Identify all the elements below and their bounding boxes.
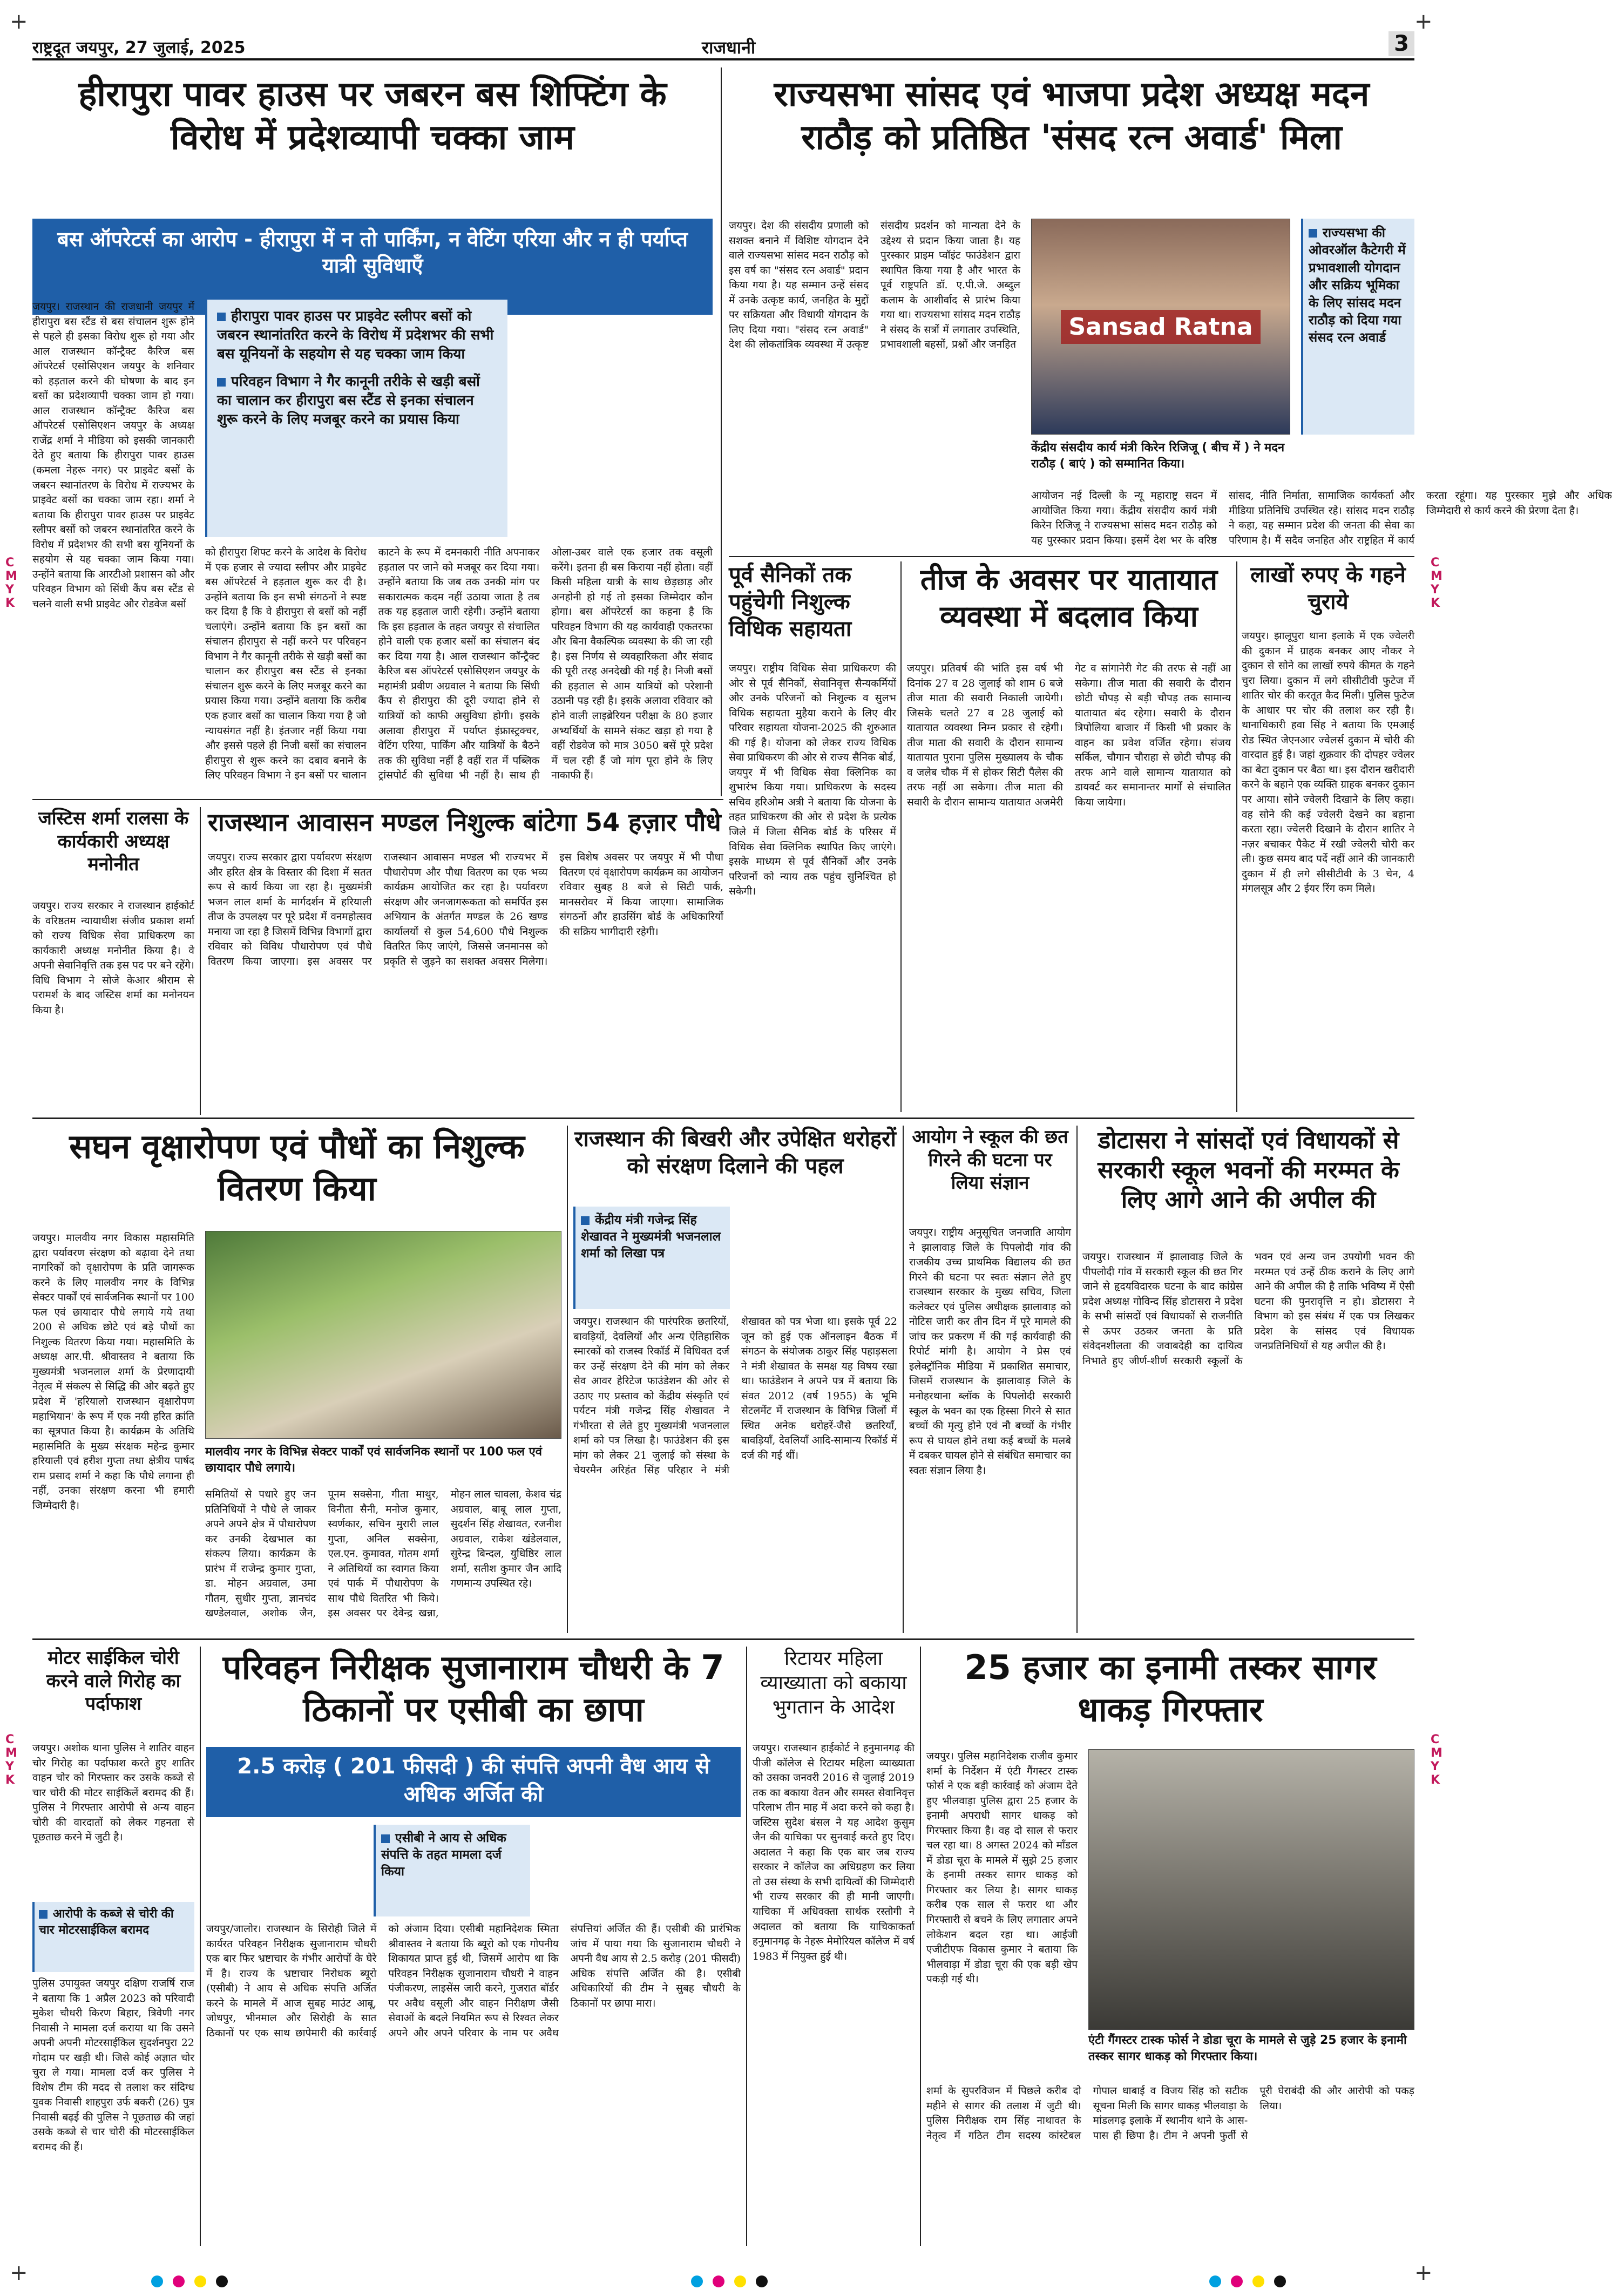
- bullet-square-icon: [39, 1910, 48, 1919]
- headline: डोटासरा ने सांसदों एवं विधायकों से सरकारी स्कूल भवनों की मरम्मत के लिए आगे आने की अपील की: [1098, 1127, 1399, 1214]
- article-body-top-right: [741, 1207, 897, 1309]
- bullet-text: एसीबी ने आय से अधिक संपत्ति के तहत मामला दर्ज किया: [381, 1831, 506, 1879]
- color-registration-dot: [1231, 2275, 1243, 2287]
- bullet-square-icon: [1309, 229, 1317, 238]
- highlight-box: [374, 1825, 530, 1916]
- article-body: जयपुर। राजस्थान हाईकोर्ट ने हनुमानगढ़ की पीजी कॉलेज से रिटायर महिला व्याख्याता को उसका जनवरी 2016 से जुलाई 2019 तक का बकाया वेतन और समस्त सेवानिवृत्त परिलाभ तीन माह में अदा करने को कहा है। जस्टिस सुदेश बंसल ने यह आदेश कुसुम जैन की याचिका पर सुनवाई करते हुए दिए। अदालत ने कहा कि एक बार जब राज्य सरकार ने कॉलेज का अधिग्रहण कर लिया तो उस संस्था के सभी दायित्वों की जिम्मेदारी भी राज्य सरकार की ही मानी जाएगी। याचिका में अधिवक्ता सार्थक रस्तोगी ने अदालत को बताया कि याचिकाकर्ता हनुमानगढ़ के नेहरू मेमोरियल कॉलेज में वर्ष 1983 में नियुक्त हुई थी।: [753, 1742, 915, 1962]
- column-rule: [900, 561, 902, 1112]
- article-body: जयपुर। राज्य सरकार द्वारा पर्यावरण संरक्षण और हरित क्षेत्र के विस्तार की दिशा में सतत रूप से कार्य किया जा रहा है। मुख्यमंत्री भजन लाल शर्मा के मार्गदर्शन में हरियाली तीज के उपलक्ष्य पर पूरे प्रदेश में वनमहोत्सव मनाया जा रहा है जिसमें विभिन्न विभागों द्वारा रविवार को विविध पौधारोपण एवं पौधे वितरण किया जाएगा। इस अवसर पर राजस्थान आवासन मण्डल भी राज्यभर में पौधारोपण और पौधा वितरण का एक भव्य कार्यक्रम आयोजित कर रहा है। पर्यावरण संरक्षण और जनजागरूकता को समर्पित इस अभियान के अंतर्गत मण्डल के 26 खण्ड कार्यालयों से कुल 54,600 पौधे निशुल्क वितरित किए जाएंगे, जिससे जनमानस को प्रकृति से जुड़ने का सशक्त अवसर मिलेगा। इस विशेष अवसर पर जयपुर में भी पौधा वितरण एवं वृक्षारोपण कार्यक्रम का आयोजन रविवार सुबह 8 बजे से सिटी पार्क, मानसरोवर में किया जाएगा। सामाजिक संगठनों और हाउसिंग बोर्ड के अधिकारियों की सक्रिय भागीदारी रहेगी।: [208, 851, 723, 967]
- column-rule: [1236, 561, 1237, 1112]
- article-body-top-left: [206, 1825, 363, 1916]
- headline: जस्टिस शर्मा रालसा के कार्यकारी अध्यक्ष मनोनीत: [38, 808, 189, 875]
- article-body-continued: समितियों से पधारे हुए जन प्रतिनिधियों ने पौधे ले जाकर अपने अपने क्षेत्र में पौधारोपण कर उनकी देखभाल का संकल्प लिया। कार्यक्रम के प्रारंभ में राजेन्द्र कुमार गुप्ता, डा. मोहन अग्रवाल, उमा गौतम, सुधीर गुप्ता, ज्ञानचंद खण्डेलवाल, अशोक जैन, पूनम सक्सेना, गीता माथुर, विनीता सैनी, मनोज कुमार, स्वर्णकार, सचिन मुरारी लाल गुप्ता, अनिल सक्सेना, एल.एन. कुमावत, गोतम शर्मा ने अतिथियों का स्वागत किया एवं पार्क में पौधारोपण के साथ पौधे वितरित भी किये। इस अवसर पर देवेन्द्र खन्ना, मोहन लाल चावला, केशव चंद्र अग्रवाल, बाबू लाल गुप्ता, सुदर्शन सिंह शेखावत, रजनीश अग्रवाल, राकेश खंडेलवाल, सुरेन्द्र बिन्दल, युधिष्ठिर लाल शर्मा, सतीश कुमार जैन आदि गणमान्य उपस्थित रहे।: [205, 1488, 561, 1620]
- bullet-text: आरोपी के कब्जे से चोरी की चार मोटरसाईकिल बरामद: [39, 1907, 174, 1937]
- color-registration-dot: [713, 2275, 724, 2287]
- bullet-item: [581, 1212, 724, 1262]
- headline: तीज के अवसर पर यातायात व्यवस्था में बदलाव किया: [920, 563, 1218, 633]
- masthead-section: राजधानी: [702, 37, 756, 58]
- headline: सघन वृक्षारोपण एवं पौधों का निशुल्क वितरण किया: [69, 1127, 525, 1208]
- award-photo: [1031, 219, 1290, 435]
- article-body: जयपुर। झालूपुरा थाना इलाके में एक ज्वेलरी की दुकान में ग्राहक बनकर आए नौकर ने दुकान से सोने का लाखों रुपये कीमत के गहने चुरा लिया। दुकान में लगे सीसीटीवी फुटेज में शातिर चोर की करतूत कैद मिली। पुलिस फुटेज के आधार पर चोर की तलाश कर रही है। थानाधिकारी हवा सिंह ने बताया कि एमआई रोड स्थित जेएनआर ज्वेलर्स दुकान में चोरी की वारदात हुई है। जहां शुक्रवार की दोपहर ज्वेलर का बेटा दुकान पर बैठा था। इस दौरान खरीदारी करने के बहाने एक व्यक्ति ग्राहक बनकर दुकान पर आया। सोने ज्वेलरी दिखाने के लिए कहा। वह सोने की कई ज्वेलरी देखने का बहाना करता रहा। ज्वेलरी दिखाने के दौरान शातिर ने नज़र बचाकर पैकेट में रखी ज्वेलरी चोरी कर ली। कुछ समय बाद पर्दे नहीं आने की जानकारी दुकान में ही लगे सीसीटीवी के 3 चेन, 4 मंगलसूत्र और 2 ईयर रिंग कम मिले।: [1242, 630, 1414, 895]
- article-body: जयपुर। देश की संसदीय प्रणाली को सशक्त बनाने में विशिष्ट योगदान देने वाले राज्यसभा सांसद मदन राठौड़ को इस वर्ष का "संसद रत्न अवार्ड" प्रदान किया गया है। यह सम्मान उन्हें संसद में उनके उत्कृष्ट कार्य, जनहित के मुद्दों पर सक्रियता और विधायी योगदान के लिए दिया गया। "संसद रत्न अवार्ड" देश की लोकतांत्रिक व्यवस्था में उत्कृष्ट संसदीय प्रदर्शन को मान्यता देने के उद्देश्य से प्रदान किया जाता है। यह पुरस्कार प्राइम प्वॉइंट फाउंडेशन द्वारा स्थापित किया गया है और भारत के पूर्व राष्ट्रपति डॉ. ए.पी.जे. अब्दुल कलाम के आशीर्वाद से प्रारंभ किया गया था। राज्यसभा सांसद मदन राठौड़ ने संसद के सत्रों में लगातार उपस्थिति, प्रभावशाली बहसों, प्रश्नों और जनहित: [729, 220, 1020, 351]
- column-rule: [721, 67, 722, 796]
- headline: पूर्व सैनिकों तक पहुंचेगी निशुल्क विधिक सहायता: [729, 563, 852, 641]
- color-registration-dot: [1252, 2275, 1264, 2287]
- registration-mark: +: [10, 9, 28, 34]
- article-justice-sharma: [32, 807, 194, 1115]
- column-rule: [1076, 1126, 1078, 1633]
- subhead-bar: 2.5 करोड़ ( 201 फीसदी ) की संपत्ति अपनी वैध आय से अधिक अर्जित की: [206, 1747, 741, 1817]
- bullet-square-icon: [581, 1216, 590, 1225]
- article-smuggler-arrest: [926, 1647, 1414, 2246]
- photo-caption: केंद्रीय संसदीय कार्य मंत्री किरेन रिजिजू ( बीच में ) ने मदन राठौड़ ( बाएं ) को सम्मानित किया।: [1031, 441, 1285, 471]
- column-rule: [567, 1126, 568, 1633]
- article-body: जयपुर। मालवीय नगर विकास महासमिति द्वारा पर्यावरण संरक्षण को बढ़ावा देने तथा नागरिकों को वृक्षारोपण के प्रति जागरूक करने के लिए मालवीय नगर के विभिन्न सेक्टर पार्कों एवं सार्वजनिक स्थानों पर 100 फल एवं छायादार पौधे लगाये गये तथा 200 से अधिक छोटे एवं बड़े पौधों का निशुल्क वितरण किया गया। महासमिति के अध्यक्ष आर.पी. श्रीवास्तव ने बताया कि मुख्यमंत्री भजनलाल शर्मा के प्रेरणादायी नेतृत्व में संकल्प से सिद्धि की ओर बढ़ते हुए प्रदेश में 'हरियालो राजस्थान वृक्षारोपण महाभियान' के रूप में एक नयी हरित क्रांति का सूत्रपात किया है। कार्यक्रम के अतिथि महासमिति के मुख्य संरक्षक महेन्द्र कुमार हरियाली एवं हरीश गुप्ता तथा क्षेत्रीय पार्षद राम प्रसाद शर्मा ने कहा कि पौधे लगाना ही नहीं, उनका संरक्षण करना भी हमारी जिम्मेदारी है।: [32, 1232, 194, 1512]
- color-registration-dot: [691, 2275, 703, 2287]
- section-rule: [729, 556, 1414, 557]
- headline: 25 हजार का इनामी तस्कर सागर धाकड़ गिरफ्तार: [964, 1648, 1377, 1729]
- headline: राज्यसभा सांसद एवं भाजपा प्रदेश अध्यक्ष मदन राठौड़ को प्रतिष्ठित 'संसद रत्न अवार्ड' मिला: [774, 74, 1370, 158]
- bullet-square-icon: [381, 1834, 390, 1843]
- plantation-photo: [205, 1231, 561, 1439]
- section-rule: [32, 1638, 1414, 1640]
- bullet-item: [217, 307, 498, 364]
- bullet-square-icon: [217, 313, 226, 321]
- headline: राजस्थान आवासन मण्डल निशुल्क बांटेगा 54 हज़ार पौधे: [208, 808, 721, 837]
- photo-caption: मालवीय नगर के विभिन्न सेक्टर पार्कों एवं सार्वजनिक स्थानों पर 100 फल एवं छायादार पौधे लगाये।: [205, 1445, 543, 1475]
- article-body-continued: पुलिस उपायुक्त जयपुर दक्षिण राजर्षि राज ने बताया कि 1 अप्रैल 2023 को परिवादी मुकेश चौधरी किरण बिहार, त्रिवेणी नगर निवासी ने मामला दर्ज कराया था कि उसने अपनी अपनी मोटरसाईकिल सुदर्शनपुरा 22 गोदाम पर खड़ी थी। जिसे कोई अज्ञात चोर चुरा ले गया। मामला दर्ज कर पुलिस ने विशेष टीम की मदद से तलाश कर संदिग्ध युवक निवासी शाहपुरा उर्फ बकरी (26) पुत्र निवासी बढ़ई की पुलिस ने पूछताछ की जहां उसके कब्जे से चार चोरी की मोटरसाईकिल बरामद की हैं।: [32, 1977, 194, 2153]
- color-registration-dot: [1209, 2275, 1221, 2287]
- bullet-item: [217, 372, 498, 429]
- highlight-box: [1301, 219, 1414, 435]
- section-rule: [32, 799, 723, 800]
- article-dotasara: [1082, 1126, 1414, 1633]
- highlight-box: [205, 300, 507, 537]
- article-acb-raid: [206, 1647, 741, 2246]
- article-teej-traffic: [907, 561, 1231, 1112]
- page-number: 3: [1389, 31, 1414, 56]
- article-commission-notice: [909, 1126, 1071, 1633]
- article-jewel-theft: [1242, 561, 1414, 1112]
- headline: मोटर साईकिल चोरी करने वाले गिरोह का पर्दाफाश: [46, 1647, 181, 1715]
- article-body: जयपुर/जालोर। राजस्थान के सिरोही जिले में कार्यरत परिवहन निरीक्षक सुजानाराम चौधरी एक बार फिर भ्रष्टाचार के गंभीर आरोपों के घेरे में है। राज्य के भ्रष्टाचार निरोधक ब्यूरो (एसीबी) ने आय से अधिक संपत्ति अर्जित करने के मामले में आज सुबह माउंट आबू, जोधपुर, भीनमाल और सिरोही के सात ठिकानों पर एक साथ छापेमारी की कार्रवाई को अंजाम दिया। एसीबी महानिदेशक स्मिता श्रीवास्तव ने बताया कि ब्यूरो को एक गोपनीय शिकायत प्राप्त हुई थी, जिसमें आरोप था कि परिवहन निरीक्षक सुजानाराम चौधरी ने वाहन पंजीकरण, लाइसेंस जारी करने, गुजरात बॉर्डर पर अवैध वसूली और वाहन निरीक्षण जैसी सेवाओं के बदले नियमित रूप से रिश्वत लेकर अपने और अपने परिवार के नाम पर अवैध संपत्तियां अर्जित की हैं। एसीबी की प्रारंभिक जांच में पाया गया कि सुजानाराम चौधरी ने अपनी वैध आय से 2.5 करोड़ (201 फीसदी) अधिक संपत्ति अर्जित की है। एसीबी अधिकारियों की टीम ने सुबह चौधरी के ठिकानों पर छापा मारा।: [206, 1923, 741, 2039]
- article-avasan-mandal: [208, 807, 723, 1115]
- bullet-square-icon: [217, 378, 226, 387]
- cmyk-mark: C M Y K: [1431, 1733, 1442, 1787]
- article-body-right: को हीरापुरा शिफ्ट करने के आदेश के विरोध में एक हजार से ज्यादा स्लीपर और प्राइवेट बस ऑपरेटर्स ने हड़ताल शुरू कर दी है। उन्होंने बताया कि इन सभी संगठनों ने स्पष्ट कर दिया है कि वे हीरापुरा से बसों को नहीं चलाएंगे। उन्होंने बताया कि इन बसों का संचालन हीरापुरा से नहीं करने पर परिवहन विभाग ने गैर कानूनी तरीके से खड़ी बसों का चालान कर हीरापुरा बस स्टैंड से इनका संचालन शुरू करने के लिए मजबूर करने का प्रयास किया गया। उन्होंने बताया कि करीब एक हजार बसों का चालान किया गया है जो न्यायसंगत नहीं है। इंतजार नहीं किया गया और इससे पहले ही निजी बसों का संचालन हीरापुरा से शुरू करने का दबाव बनाने के लिए परिवहन विभाग ने इन बसों पर चालान काटने के रूप में दमनकारी नीति अपनाकर हड़ताल पर जाने को मजबूर कर दिया गया। उन्होंने बताया कि जब तक उनकी मांग पर सकारात्मक कदम नहीं उठाया जाता है तब तक यह हड़ताल जारी रहेगी। उन्होंने बताया कि इस हड़ताल के तहत जयपुर से संचालित होने वाली एक हजार बसों का संचालन बंद कर दिया गया है। आल राजस्थान कॉन्ट्रैक्ट कैरिज बस ऑपरेटर्स एसोसिएशन जयपुर के महामंत्री प्रवीण अग्रवाल ने बताया कि सिंधी कैंप से हीरापुरा की दूरी ज्यादा होने से यात्रियों को काफी असुविधा होगी। इसके अलावा हीरापुरा में पर्याप्त इंफ्रास्ट्रक्चर, वेटिंग एरिया, पार्किंग और यात्रियों के बैठने तक की सुविधा नहीं है वहीं रात में पब्लिक ट्रांसपोर्ट की सुविधा भी नहीं है। साथ ही ओला-उबर वाले एक हजार तक वसूली करेंगे। इतना ही बस किराया नहीं होता। वहीं किसी महिला यात्री के साथ छेड़छाड़ और अनहोनी हो गई तो इसका जिम्मेदार कौन होगा। बस ऑपरेटर्स का कहना है कि परिवहन विभाग की यह कार्यवाही एकतरफा और बिना वैकल्पिक व्यवस्था के की जा रही है। इस निर्णय से व्यवहारिकता और संवाद की पूरी तरह अनदेखी की गई है। निजी बसों की हड़ताल से आम यात्रियों को परेशानी उठानी पड़ रही है। इसके अलावा रविवार को होने वाली लाइब्रेरियन परीक्षा के 80 हजार अभ्यर्थियों के सामने संकट खड़ा हो गया है वहीं रोडवेज को मात्र 3050 बसें पूरे प्रदेश में चल रही हैं जो मांग पूरा होने के लिए नाकाफी हैं।: [205, 546, 713, 782]
- article-body: जयपुर। अशोक थाना पुलिस ने शातिर वाहन चोर गिरोह का पर्दाफाश करते हुए शातिर वाहन चोर को गिरफ्तार कर उसके कब्जे से चार चोरी की मोटर साईकिलें बरामद की हैं। पुलिस ने गिरफ्तार आरोपी से अन्य वाहन चोरी की वारदातों को लेकर गहनता से पूछताछ करने में जुटी है।: [32, 1742, 194, 1844]
- bullet-item: [39, 1906, 190, 1938]
- registration-mark: +: [1414, 2260, 1433, 2285]
- bullet-text: केंद्रीय मंत्री गजेन्द्र सिंह शेखावत ने मुख्यमंत्री भजनलाल शर्मा को लिखा पत्र: [581, 1213, 721, 1261]
- section-rule: [32, 1117, 1414, 1119]
- headline: राजस्थान की बिखरी और उपेक्षित धरोहरों को संरक्षण दिलाने की पहल: [574, 1127, 896, 1179]
- article-bike-theft: [32, 1647, 194, 2246]
- photo-caption: एंटी गैंगस्टर टास्क फोर्स ने डोडा चूरा के मामले से जुड़े 25 हजार के इनामी तस्कर सागर धाकड़ को गिरफ्तार किया।: [1088, 2034, 1407, 2063]
- column-rule: [920, 1647, 921, 2246]
- article-body-left: जयपुर। राजस्थान की राजधानी जयपुर में हीरापुरा बस स्टैंड से बस संचालन शुरू होने से पहले ही इसका विरोध शुरू हो गया और आल राजस्थान कॉन्ट्रैक्ट कैरिज बस ऑपरेटर्स एसोसिएशन जयपुर के शनिवार को हड़ताल करने की घोषणा के बाद इन बसों का प्रदेशव्यापी चक्का जाम हो गया। आल राजस्थान कॉन्ट्रैक्ट कैरिज बस ऑपरेटर्स एसोसिएशन जयपुर के अध्यक्ष राजेंद्र शर्मा ने मीडिया को इसकी जानकारी देते हुए बताया कि हीरापुरा पावर हाउस (कमला नेहरू नगर) पर प्राइवेट बसों के जबरन स्थानांतरण के विरोध में राज्यभर के प्राइवेट बसों का चक्का जाम रहा। शर्मा ने बताया कि हीरापुरा पावर हाउस पर प्राइवेट स्लीपर बसों को जबरन स्थानांतरित करने के विरोध में प्रदेशभर की सभी बस यूनियनों के सहयोग से यह चक्का जाम किया गया। उन्होंने बताया कि आरटीओ प्रशासन को और परिवहन विभाग को सिंधी कैंप बस स्टैंड से चलने वाली सभी प्राइवेट और रोडवेज बसों: [32, 301, 194, 610]
- headline: परिवहन निरीक्षक सुजानाराम चौधरी के 7 ठिकानों पर एसीबी का छापा: [222, 1648, 724, 1729]
- color-registration-dot: [756, 2275, 768, 2287]
- article-body: जयपुर। पुलिस महानिदेशक राजीव कुमार शर्मा के निर्देशन में एंटी गैंगस्टर टास्क फोर्स ने एक बड़ी कार्रवाई को अंजाम देते हुए भीलवाड़ा पुलिस द्वारा 25 हजार के इनामी अपराधी सागर धाकड़ को गिरफ्तार किया है। वह दो साल से फरार चल रहा था। 8 अगस्त 2024 को माँडल में डोडा चूरा के मामले में सुझे 25 हजार के इनामी तस्कर सागर धाकड़ को गिरफ्तार कर लिया है। सागर धाकड़ करीब एक साल से फरार था और गिरफ्तारी से बचने के लिए लगातार अपने लोकेशन बदल रहा था। आईजी एजीटीएफ विकास कुमार ने बताया कि भीलवाड़ा में डोडा चूरा की एक बड़ी खेप पकड़ी गई थी।: [926, 1750, 1078, 1986]
- article-body: जयपुर। राजस्थान में झालावाड़ जिले के पीपलोदी गांव में सरकारी स्कूल की छत गिर जाने से हृदयविदारक घटना के बाद कांग्रेस प्रदेश अध्यक्ष गोविन्द सिंह डोटासरा ने प्रदेश के सभी सांसदों एवं विधायकों से राजनीति से ऊपर उठकर जनता के प्रति संवेदनशीलता की जवाबदेही का दायित्व निभाते हुए जीर्ण-शीर्ण सरकारी स्कूलों के भवन एवं अन्य जन उपयोगी भवन की मरम्मत एवं उन्हें ठीक कराने के लिए आगे आने की अपील की है ताकि भविष्य में ऐसी घटना की पुनरावृत्ति न हो। डोटासरा ने विभाग को इस संबंध में एक पत्र लिखकर प्रदेश के सांसद एवं विधायक जनप्रतिनिधियों से यह अपील की है।: [1082, 1251, 1414, 1367]
- article-lecturer-dues: [753, 1647, 915, 2246]
- arrest-photo: [1088, 1749, 1414, 2030]
- color-registration-dot: [151, 2275, 163, 2287]
- cmyk-mark: C M Y K: [5, 1733, 17, 1787]
- registration-mark: +: [10, 2260, 28, 2285]
- column-rule: [200, 1647, 201, 2246]
- article-body-col4: [518, 300, 713, 537]
- headline: हीरापुरा पावर हाउस पर जबरन बस शिफ्टिंग के विरोध में प्रदेशव्यापी चक्का जाम: [78, 74, 667, 158]
- column-rule: [746, 1647, 747, 2246]
- cmyk-mark: C M Y K: [1431, 556, 1442, 610]
- bullet-item: [1309, 224, 1409, 347]
- article-body-continued: शर्मा के सुपरविजन में पिछले करीब दो महीने से सागर की तलाश में जुटी थी। पुलिस निरीक्षक राम सिंह नाथावत के नेतृत्व में गठित टीम सदस्य कांस्टेबल गोपाल धाबाई व विजय सिंह को सटीक सूचना मिली कि सागर धाकड़ भीलवाड़ा के मांडलगढ़ इलाके में स्थानीय थाने के आस-पास ही छिपा है। टीम ने अपनी फुर्ती से पूरी घेराबंदी की और आरोपी को पकड़ लिया।: [926, 2085, 1414, 2142]
- cmyk-mark: C M Y K: [5, 556, 17, 610]
- color-registration-dot: [173, 2275, 185, 2287]
- article-body: जयपुर। राष्ट्रीय अनुसूचित जनजाति आयोग ने झालावाड़ जिले के पिपलोदी गांव की राजकीय उच्च प्राथमिक विद्यालय की छत गिरने की घटना पर स्वतः संज्ञान लेते हुए राजस्थान सरकार के मुख्य सचिव, जिला कलेक्टर एवं पुलिस अधीक्षक झालावाड़ को नोटिस जारी कर तीन दिन में पूरे मामले की जांच कर प्रकरण में की गई कार्यवाही की रिपोर्ट मांगी है। आयोग ने प्रेस एवं इलेक्ट्रॉनिक मीडिया में प्रकाशित समाचार, जिसमें राजस्थान के झालावाड़ जिले के मनोहरथाना ब्लॉक के पिपलोदी सरकारी स्कूल के भवन का एक हिस्सा गिरने से सात बच्चों की मृत्यु होने एवं नौ बच्चों के गंभीर रूप से घायल होने तथा कई बच्चों के मलबे में दबकर घायल होने से संबंधित समाचार का स्वतः संज्ञान लिया है।: [909, 1227, 1071, 1477]
- masthead-dateline: राष्ट्रदूत जयपुर, 27 जुलाई, 2025: [32, 38, 246, 57]
- column-rule: [200, 807, 201, 1115]
- article-hirapura: [32, 67, 713, 796]
- color-registration-dot: [194, 2275, 206, 2287]
- article-body-continued: आयोजन नई दिल्ली के न्यू महाराष्ट्र सदन में आयोजित किया गया। केंद्रीय संसदीय कार्य मंत्री किरेन रिजिजू ने राज्यसभा सांसद मदन राठौड़ को यह पुरस्कार प्रदान किया। इसमें देश भर के वरिष्ठ सांसद, नीति निर्माता, सामाजिक कार्यकर्ता और मीडिया प्रतिनिधि उपस्थित रहे। सांसद मदन राठौड़ ने कहा, यह सम्मान प्रदेश की जनता की सेवा का परिणाम है। मैं सदैव जनहित और राष्ट्रहित में कार्य करता रहूंगा। यह पुरस्कार मुझे और अधिक जिम्मेदारी से कार्य करने की प्रेरणा देता है।: [1031, 490, 1612, 546]
- article-body: जयपुर। प्रतिवर्ष की भांति इस वर्ष भी दिनांक 27 व 28 जुलाई को शाम 6 बजे तीज माता की सवारी निकाली जायेगी। जिसके चलते 27 व 28 जुलाई को यातायात व्यवस्था निम्न प्रकार से रहेगी। तीज माता की सवारी के दौरान सामान्य यातायात पुराना पुलिस मुख्यालय के चौक व जलेब चौक में से होकर सिटी पैलेस की तरफ नहीं आ सकेगा। तीज माता की सवारी के दौरान सामान्य यातायात अजमेरी गेट व सांगानेरी गेट की तरफ से नहीं आ सकेगा। तीज माता की सवारी के दौरान छोटी चौपड़ से बड़ी चौपड़ तक सामान्य यातायात बंद रहेगा। सवारी के दौरान त्रिपोलिया बाजार में किसी भी प्रकार के वाहन का प्रवेश वर्जित रहेगा। संजय सर्किल, चौगान चौराहा से छोटी चौपड़ की तरफ आने वाले सामान्य यातायात को डायवर्ट कर समानान्तर मार्गों से संचालित किया जायेगा।: [907, 662, 1231, 808]
- headline: लाखों रुपए के गहने चुराये: [1250, 563, 1406, 614]
- photo-banner-text: Sansad Ratna: [1061, 310, 1260, 344]
- headline: रिटायर महिला व्याख्याता को बकाया भुगतान के आदेश: [760, 1648, 907, 1718]
- registration-mark: +: [1414, 9, 1433, 34]
- bullet-text: हीरापुरा पावर हाउस पर प्राइवेट स्लीपर बसों को जबरन स्थानांतरित करने के विरोध में प्रदेशभर की सभी बस यूनियनों के सहयोग से यह चक्का जाम किया: [217, 308, 494, 363]
- article-body: जयपुर। राज्य सरकार ने राजस्थान हाईकोर्ट के वरिष्ठतम न्यायाधीश संजीव प्रकाश शर्मा को राज्य विधिक सेवा प्राधिकरण का कार्यकारी अध्यक्ष मनोनीत किया है। वे अपनी सेवानिवृत्ति तक इस पद पर बने रहेंगे। विधि विभाग ने सोजे केआर श्रीराम से परामर्श के बाद जस्टिस शर्मा का मनोनयन किया है।: [32, 900, 194, 1016]
- headline: आयोग ने स्कूल की छत गिरने की घटना पर लिया संज्ञान: [912, 1126, 1068, 1194]
- subhead-bar: बस ऑपरेटर्स का आरोप - हीरापुरा में न तो पार्किंग, न वेटिंग एरिया और न ही पर्याप्त यात्री सुविधाएँ: [32, 219, 713, 315]
- article-sainik: [729, 561, 896, 1112]
- article-sansad-ratna: [729, 67, 1612, 553]
- article-body: जयपुर। राजस्थान की पारंपरिक छतरियों, बावड़ियों, देवलियों और अन्य ऐतिहासिक स्मारकों को राजस्व रिकॉर्ड में विधिवत दर्ज कर उन्हें संरक्षण देने की मांग को लेकर सेव आवर हेरिटेज फाउंडेशन की ओर से उठाए गए प्रस्ताव को केंद्रीय संस्कृति एवं पर्यटन मंत्री गजेन्द्र सिंह शेखावत ने गंभीरता से लेते हुए मुख्यमंत्री भजनलाल शर्मा को पत्र लिखा है। फाउंडेशन की इस मांग को लेकर 21 जुलाई को संस्था के चेयरमैन अरिहंत सिंह परिहार ने मंत्री शेखावत को पत्र भेजा था। इसके पूर्व 22 जून को हुई एक ऑनलाइन बैठक में संगठन के संयोजक ठाकुर सिंह पहाड़सला ने मंत्री शेखावत के समक्ष यह विषय रखा था। फाउंडेशन ने अपने पत्र में बताया कि संवत 2012 (वर्ष 1955) के भूमि सेटलमेंट में राजस्थान के विभिन्न जिलों में स्थित अनेक धरोहरें-जैसे छतरियाँ, बावड़ियाँ, देवलियाँ आदि-सामान्य रिकॉर्ड में दर्ज की गई थीं।: [573, 1316, 897, 1477]
- masthead: [32, 33, 1414, 60]
- bullet-text: परिवहन विभाग ने गैर कानूनी तरीके से खड़ी बसों का चालान कर हीरापुरा बस स्टैंड से इनका संचालन शुरू करने के लिए मजबूर करने का प्रयास किया: [217, 374, 480, 428]
- highlight-box: [32, 1902, 194, 1972]
- bullet-text: राज्यसभा की ओवरऑल कैटेगरी में प्रभावशाली योगदान और सक्रिय भूमिका के लिए सांसद मदन राठौड़ को दिया गया संसद रत्न अवार्ड: [1309, 225, 1406, 346]
- article-body: जयपुर। राष्ट्रीय विधिक सेवा प्राधिकरण की ओर से पूर्व सैनिकों, सेवानिवृत्त सैन्यकर्मियों और उनके परिजनों को निशुल्क व सुलभ विधिक सहायता मुहैया कराने के लिए वीर परिवार सहायता योजना-2025 की शुरुआत की गई है। योजना को लेकर राज्य विधिक सेवा प्राधिकरण की ओर से राज्य सैनिक बोर्ड, जयपुर में भी विधिक सेवा क्लिनिक का शुभारंभ किया गया। प्राधिकरण के सदस्य सचिव हरिओम अत्री ने बताया कि योजना के तहत प्राधिकरण की ओर से प्रदेश के प्रत्येक जिले में जिला सैनिक बोर्ड के परिसर में विधिक सेवा क्लिनिक स्थापित किए जाएंगे। इसके माध्यम से पूर्व सैनिकों और उनके परिजनों को न्याय तक पहुंच सुनिश्चित हो सकेगी।: [729, 662, 896, 898]
- article-tree-plantation: [32, 1126, 561, 1633]
- color-registration-dot: [216, 2275, 228, 2287]
- article-heritage: [573, 1126, 897, 1633]
- color-registration-dot: [734, 2275, 746, 2287]
- column-rule: [903, 1126, 904, 1633]
- bullet-item: [381, 1830, 525, 1880]
- highlight-box: [573, 1207, 730, 1309]
- color-registration-dot: [1274, 2275, 1286, 2287]
